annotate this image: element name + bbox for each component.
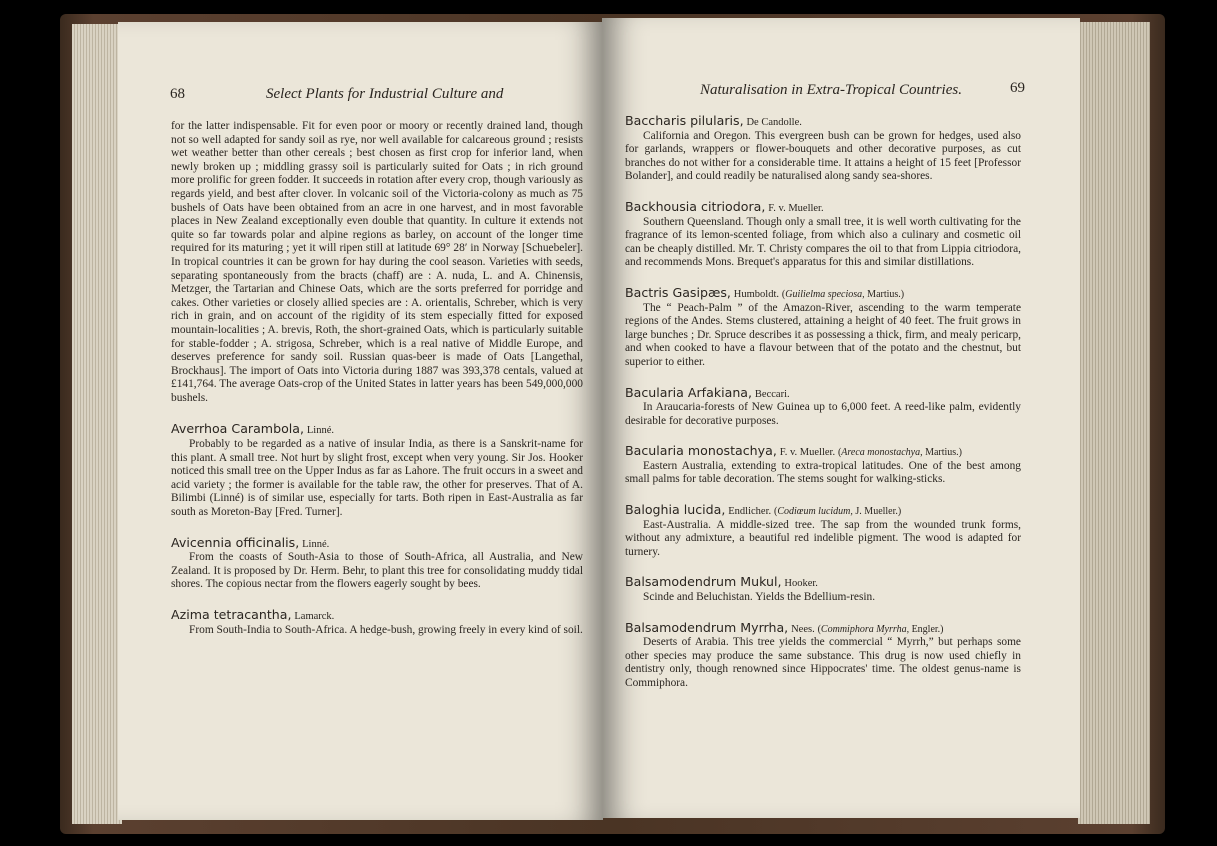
entry-text: Probably to be regarded as a native of insular India, as there is a Sanskrit-name for this plant. A small tree. Not hurt by slight frost, except when very young. Sir Jos. Hooker noticed this small tree on the Upper Indus as far as Lahore. The fruit occurs in a sweet and acid variety ; the former is available for the table raw, the other for preserves. That of A. Bilimbi (Linné) is of similar use, especially for tarts. Both ripen in East-Australia as far south as Moreton-Bay [Fred. Turner].: [171, 438, 583, 519]
plant-name: Balsamodendrum Myrrha,: [625, 619, 789, 635]
plant-authority: Linné.: [306, 425, 334, 437]
entry-heading: [625, 575, 1021, 591]
plant-name: Azima tetracantha,: [171, 607, 292, 622]
entry-heading: [625, 114, 1021, 130]
plant-name: Baccharis pilularis,: [625, 113, 744, 128]
synonym-name: Commiphora Myrrha,: [820, 623, 910, 635]
plant-authority: F. v. Mueller.: [768, 202, 824, 214]
entry-text: Southern Queensland. Though only a small tree, it is well worth cultivating for the fragrance of its lemon-scented foliage, from which also a culinary and cosmetic oil can be cheaply distilled. Mr. T. Christy compares the oil to that from Lippia citriodora, and recommends Mons. Brequet's apparatus for this and similar distillations.: [625, 215, 1021, 269]
synonym-open: (: [817, 623, 821, 635]
plant-name: Avicennia officinalis,: [171, 534, 300, 550]
plant-name: Bacularia monostachya,: [625, 443, 777, 459]
synonym-open: (: [781, 288, 786, 300]
plant-entry: [625, 386, 1021, 429]
entry-text: East-Australia. A middle-sized tree. The sap from the wounded trunk forms, without any admixture, a beautiful red indelible pigment. The wood is adapted for turnery.: [625, 518, 1021, 558]
plant-name: Balsamodendrum Mukul,: [625, 574, 782, 590]
entry-heading: [625, 444, 1021, 460]
entry-text: Scinde and Beluchistan. Yields the Bdellium-resin.: [643, 591, 876, 604]
plant-entry: [625, 114, 1021, 184]
running-head: Naturalisation in Extra-Tropical Countries.: [700, 82, 962, 98]
plant-authority: Endlicher.: [728, 506, 772, 518]
plant-authority: Humboldt.: [733, 288, 780, 300]
entry-heading: [171, 536, 583, 552]
plant-entry: [625, 621, 1021, 691]
entry-text: California and Oregon. This evergreen bush can be grown for hedges, used also for garlands, wrappers or flower-bouquets and other decorative purposes, as cut branches do not wither for a considerable time. It attains a height of 15 feet [Professor Bolander], and could readily be naturalised along sandy sea-shores.: [625, 129, 1021, 183]
entry-text: In Araucaria-forests of New Guinea up to 6,000 feet. A reed-like palm, evidently desirable for decorative purposes.: [625, 401, 1021, 427]
plant-authority: Linné.: [302, 538, 330, 550]
plant-entry: [625, 503, 1021, 559]
plant-synonym: [838, 447, 962, 458]
entry-heading: [625, 200, 1021, 216]
plant-name: Backhousia citriodora,: [625, 198, 766, 214]
synonym-close: Martius.): [864, 288, 905, 300]
plant-synonym: [774, 506, 901, 517]
synonym-name: Areca monostachya,: [841, 447, 923, 459]
plant-synonym: [818, 624, 944, 635]
plant-authority: F. v. Mueller.: [779, 447, 836, 459]
page-body: [171, 120, 583, 653]
entry-text: Eastern Australia, extending to extra-tropical latitudes. One of the best among small palms for table decoration. The stems sought for walking-sticks.: [625, 459, 1021, 486]
left-page: [118, 22, 603, 820]
entry-text: Deserts of Arabia. This tree yields the commercial “ Myrrh,” but perhaps some other species may produce the same substance. This drug is now used chiefly in dentistry only, though renowned since Hippocrates' time. The oldest genus-name is Commiphora.: [625, 636, 1021, 689]
synonym-close: Martius.): [922, 447, 963, 459]
plant-name: Baloghia lucida,: [625, 502, 726, 518]
synonym-open: (: [774, 506, 778, 518]
plant-entry: [625, 286, 1021, 370]
plant-entry: [171, 422, 583, 519]
plant-authority: Nees.: [791, 623, 815, 635]
entry-heading: [171, 608, 583, 624]
entry-heading: [625, 286, 1021, 302]
lead-paragraph: for the latter indispensable. Fit for even poor or moory or recently drained land, though not so well adapted for sandy soil as rye, nor well available for calcareous ground ; resists wet weather better than other cereals ; best chosen as first crop for inferior land, when newly broken up ; middling grassy soil is particularly suited for Oats ; in rich ground more prolific for green fodder. It succeeds in rotation after every crop, though variously as regards yield, and best after clover. In volcanic soil of the Victoria-colony as much as 75 bushels of Oats have been obtained from an acre in one harvest, and in most favorable places in New Zealand exceptionally even double that quantity. In culture it extends not quite so far towards polar and alpine regions as barley, on account of the longer time required for its maturing ; yet it will ripen still at latitude 69° 28′ in Norway [Schuebeler]. In tropical countries it can be grown for hay during the cool season. Varieties with seeds, separating spontaneously from the bracts (chaff) are : A. nuda, L. and A. Chinensis, Metzger, the Tartarian and Chinese Oats, which are the sorts preferred for porridge and cakes. Other varieties or closely allied species are : A. orientalis, Schreber, which is very rich in grain, and on account of the rigidity of its stem especially fitted for exposed mountain-localities ; A. brevis, Roth, the short-grained Oats, which is particularly suitable for stable-fodder ; A. strigosa, Schreber, which is a real native of Middle Europe, and deserves preference for sandy soil. Russian quas-beer is made of Oats [Langethal, Brockhaus]. The import of Oats into Victoria during 1887 was 393,378 centals, valued at £141,764. The average Oats-crop of the United States in latter years has been 549,000,000 bushels.: [171, 120, 583, 404]
plant-entry: [625, 575, 1021, 604]
plant-authority: Beccari.: [754, 388, 790, 400]
plant-authority: Lamarck.: [294, 611, 335, 622]
entry-text: From the coasts of South-Asia to those of South-Africa, all Australia, and New Zealand. It is proposed by Dr. Herm. Behr, to plant this tree for consolidating muddy tidal shores. The copious nectar from the flowers eagerly sought by bees.: [171, 551, 583, 591]
entry-text: The “ Peach-Palm ” of the Amazon-River, ascending to the warm temperate regions of the Andes. Stems clustered, attaining a height of 40 feet. The fruit grows in large bunches ; Dr. Spruce describes it as possessing a thick, firm, and mealy pericarp, and when cooked to have a flavour between that of the potato and the chestnut, but superior to either.: [625, 301, 1021, 368]
plant-name: Averrhoa Carambola,: [171, 421, 304, 437]
entry-heading: [625, 386, 1021, 402]
entry-text: From South-India to South-Africa. A hedge-bush, growing freely in every kind of soil.: [189, 623, 583, 636]
plant-entry: [625, 200, 1021, 270]
synonym-open: (: [837, 447, 842, 459]
synonym-name: Guilielma speciosa,: [785, 288, 865, 300]
running-head: Select Plants for Industrial Culture and: [266, 86, 504, 102]
plant-synonym: [782, 289, 904, 300]
plant-entry: [171, 536, 583, 592]
synonym-close: J. Mueller.): [852, 506, 902, 518]
plant-entry: [625, 444, 1021, 487]
entry-list: [625, 114, 1021, 691]
entry-list: [171, 422, 583, 637]
right-page: [602, 18, 1080, 818]
left-page-edges: [72, 24, 122, 824]
page-number: 68: [170, 86, 185, 102]
synonym-close: Engler.): [909, 623, 944, 635]
right-page-edges: [1078, 22, 1150, 824]
plant-authority: De Candolle.: [746, 117, 802, 128]
synonym-name: Codiœum lucidum,: [777, 506, 853, 518]
entry-heading: [625, 621, 1021, 637]
entry-heading: [171, 422, 583, 438]
page-body: [625, 114, 1021, 707]
page-number: 69: [1010, 80, 1025, 96]
plant-entry: [171, 608, 583, 637]
entry-heading: [625, 503, 1021, 519]
plant-name: Bacularia Arfakiana,: [625, 384, 753, 400]
plant-authority: Hooker.: [784, 578, 818, 590]
plant-name: Bactris Gasipæs,: [625, 284, 731, 300]
